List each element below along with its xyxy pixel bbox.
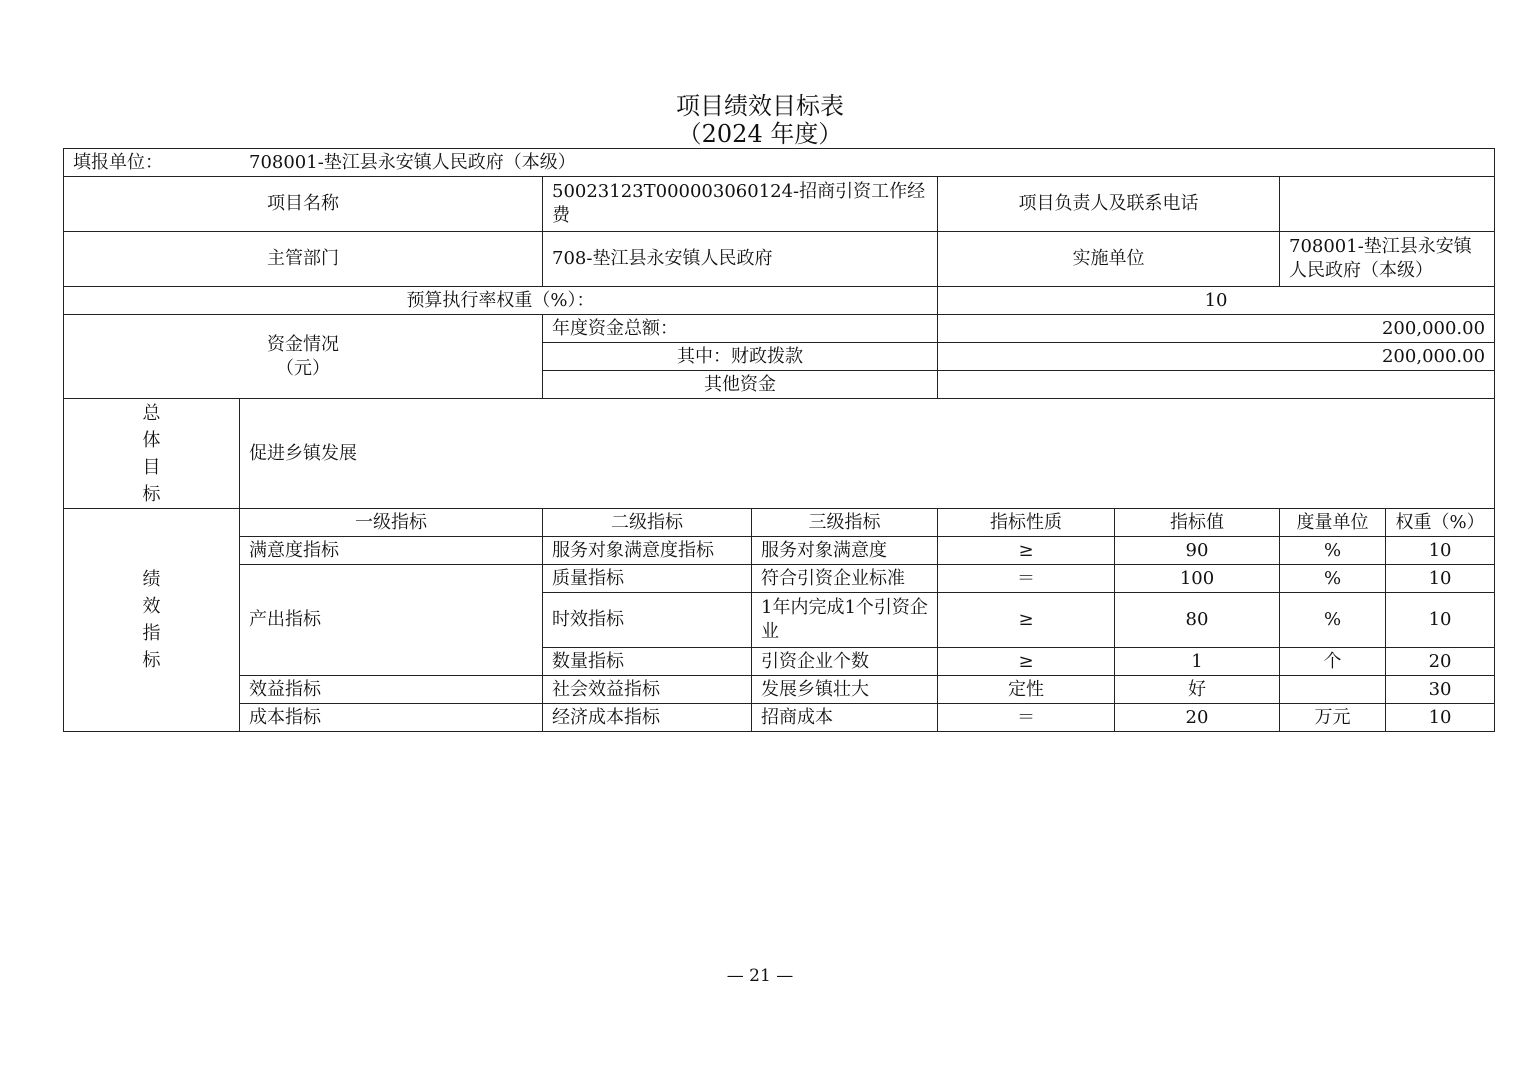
cell-level1: 产出指标 [240,565,543,676]
cell-level1: 效益指标 [240,676,543,704]
header-unit: 度量单位 [1280,509,1386,537]
project-name-value: 50023123T000003060124-招商引资工作经费 [543,177,938,232]
budget-weight-label: 预算执行率权重（%）： [64,287,938,315]
table-row [64,565,1495,593]
cell-nature: ≥ [938,593,1115,648]
project-contact-value [1280,177,1495,232]
cell-level2: 时效指标 [543,593,752,648]
cell-level3: 招商成本 [752,704,938,732]
funds-total-label: 年度资金总额： [543,315,938,343]
cell-level2: 服务对象满意度指标 [543,537,752,565]
perf-label-char: 效 [142,596,161,617]
funds-other-value [938,371,1495,399]
budget-weight-row [64,287,1495,315]
cell-level3: 符合引资企业标准 [752,565,938,593]
funds-fiscal-label: 其中：财政拨款 [543,343,938,371]
cell-level3: 服务对象满意度 [752,537,938,565]
cell-nature: ≥ [938,537,1115,565]
funds-label [64,315,543,399]
department-row [64,232,1495,287]
overall-goal-row [64,399,1495,509]
page-title: 项目绩效目标表 [676,92,844,120]
fill-unit-row [64,149,1495,177]
cell-level1: 成本指标 [240,704,543,732]
fill-unit-cell [64,149,1495,177]
impl-unit-value: 708001-垫江县永安镇人民政府（本级） [1280,232,1495,287]
cell-unit: 个 [1280,648,1386,676]
cell-value: 90 [1115,537,1280,565]
cell-unit: % [1280,593,1386,648]
performance-label [64,509,240,732]
cell-value: 20 [1115,704,1280,732]
header-level3: 三级指标 [752,509,938,537]
funds-total-value: 200,000.00 [938,315,1495,343]
goal-label-char: 目 [142,456,161,478]
funds-fiscal-value: 200,000.00 [938,343,1495,371]
impl-unit-label: 实施单位 [938,232,1280,287]
project-name-label: 项目名称 [64,177,543,232]
cell-level3: 引资企业个数 [752,648,938,676]
cell-weight: 10 [1386,565,1495,593]
cell-value: 80 [1115,593,1280,648]
fill-unit-label: 填报单位： [73,151,163,173]
fill-unit-value: 708001-垫江县永安镇人民政府（本级） [249,151,576,173]
perf-label-char: 指 [142,623,161,644]
cell-level2: 经济成本指标 [543,704,752,732]
page-subtitle-year: （2024 年度） [677,120,843,148]
cell-nature: ＝ [938,565,1115,593]
cell-unit [1280,676,1386,704]
cell-weight: 20 [1386,648,1495,676]
cell-value: 好 [1115,676,1280,704]
page-number: — 21 — [726,966,794,986]
project-name-row [64,177,1495,232]
cell-unit: % [1280,565,1386,593]
cell-weight: 10 [1386,593,1495,648]
cell-nature: ＝ [938,704,1115,732]
cell-weight: 10 [1386,704,1495,732]
header-nature: 指标性质 [938,509,1115,537]
overall-goal-label [64,399,240,509]
header-weight: 权重（%） [1386,509,1495,537]
budget-weight-value: 10 [938,287,1495,315]
indicator-header-row [64,509,1495,537]
dept-label: 主管部门 [64,232,543,287]
header-value: 指标值 [1115,509,1280,537]
cell-level2: 数量指标 [543,648,752,676]
cell-value: 1 [1115,648,1280,676]
goal-label-char: 总 [142,402,161,424]
cell-nature: 定性 [938,676,1115,704]
cell-weight: 10 [1386,537,1495,565]
goal-label-char: 标 [142,483,161,505]
cell-level3: 发展乡镇壮大 [752,676,938,704]
table-row [64,704,1495,732]
header-level2: 二级指标 [543,509,752,537]
funds-total-row [64,315,1495,343]
goal-label-char: 体 [142,429,161,451]
cell-unit: % [1280,537,1386,565]
funds-label-line2: （元） [276,357,330,379]
project-contact-label: 项目负责人及联系电话 [938,177,1280,232]
cell-weight: 30 [1386,676,1495,704]
cell-level2: 质量指标 [543,565,752,593]
perf-label-char: 标 [142,650,161,671]
perf-label-char: 绩 [142,569,161,590]
cell-unit: 万元 [1280,704,1386,732]
table-row [64,676,1495,704]
dept-value: 708-垫江县永安镇人民政府 [543,232,938,287]
cell-level2: 社会效益指标 [543,676,752,704]
cell-nature: ≥ [938,648,1115,676]
header-level1: 一级指标 [240,509,543,537]
cell-value: 100 [1115,565,1280,593]
funds-label-line1: 资金情况 [267,333,339,355]
table-row [64,537,1495,565]
performance-target-table [63,148,1495,732]
cell-level3: 1年内完成1个引资企业 [752,593,938,648]
funds-other-label: 其他资金 [543,371,938,399]
cell-level1: 满意度指标 [240,537,543,565]
overall-goal-value: 促进乡镇发展 [240,399,1495,509]
